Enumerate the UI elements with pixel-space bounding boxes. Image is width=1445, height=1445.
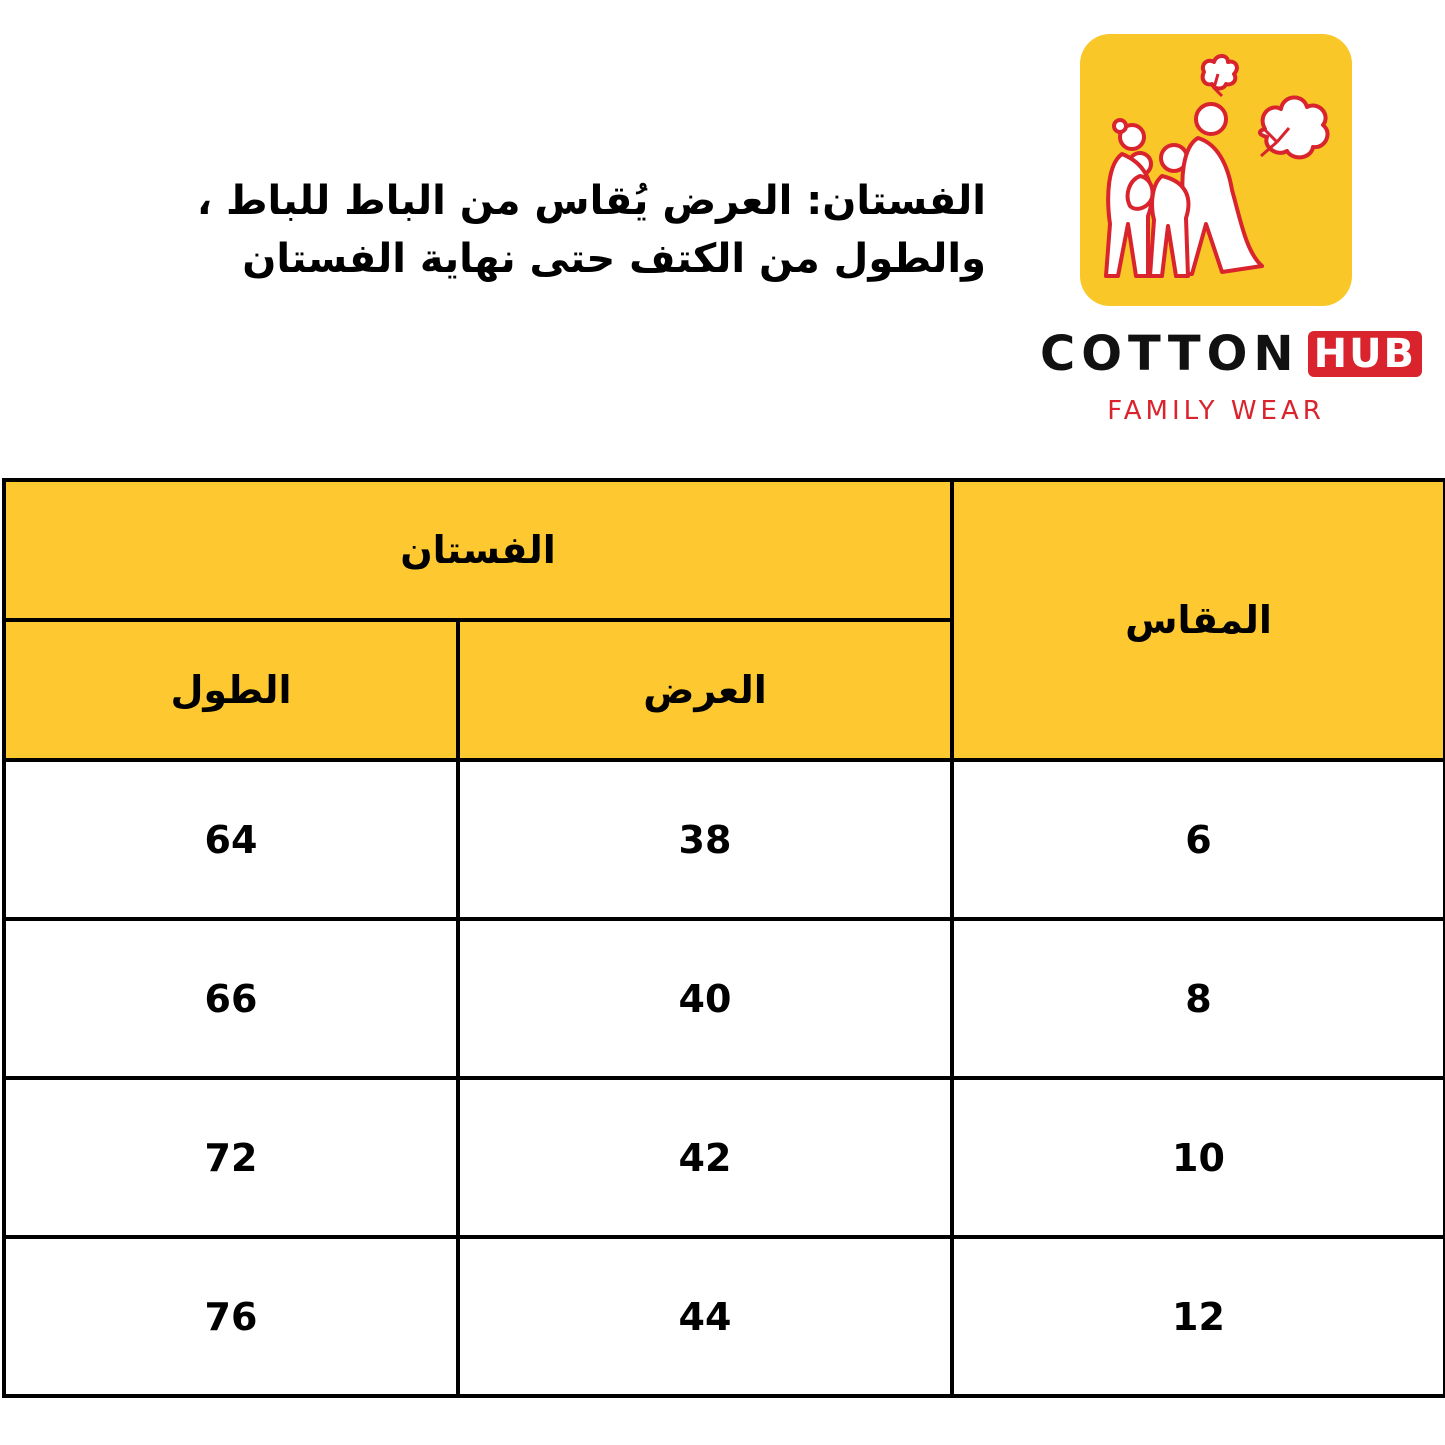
size-chart-table <box>2 478 1445 1398</box>
header-width: العرض <box>458 620 952 760</box>
brand-word-hub: HUB <box>1308 331 1422 377</box>
cell-length: 72 <box>4 1078 458 1237</box>
table-header-row-1 <box>4 480 1445 620</box>
header-dress-group: الفستان <box>4 480 952 620</box>
cell-size: 12 <box>952 1237 1445 1396</box>
header-length: الطول <box>4 620 458 760</box>
cell-width: 38 <box>458 760 952 919</box>
brand-name <box>1040 326 1417 382</box>
brand-word-cotton: COTTON <box>1040 326 1300 382</box>
cell-length: 76 <box>4 1237 458 1396</box>
brand-logo-tile <box>1080 34 1352 306</box>
cell-size: 6 <box>952 760 1445 919</box>
table-row <box>4 919 1445 1078</box>
table-row <box>4 760 1445 919</box>
cell-width: 40 <box>458 919 952 1078</box>
brand-tagline: FAMILY WEAR <box>1107 396 1325 426</box>
cell-size: 10 <box>952 1078 1445 1237</box>
table-row <box>4 1078 1445 1237</box>
cell-length: 66 <box>4 919 458 1078</box>
cell-width: 44 <box>458 1237 952 1396</box>
cell-size: 8 <box>952 919 1445 1078</box>
caption-text: الفستان: العرض يُقاس من الباط للباط ، والطول من الكتف حتى نهاية الفستان <box>196 178 986 282</box>
header-size: المقاس <box>952 480 1445 760</box>
family-cotton-icon <box>1080 34 1352 306</box>
cell-width: 42 <box>458 1078 952 1237</box>
cell-length: 64 <box>4 760 458 919</box>
table-row <box>4 1237 1445 1396</box>
